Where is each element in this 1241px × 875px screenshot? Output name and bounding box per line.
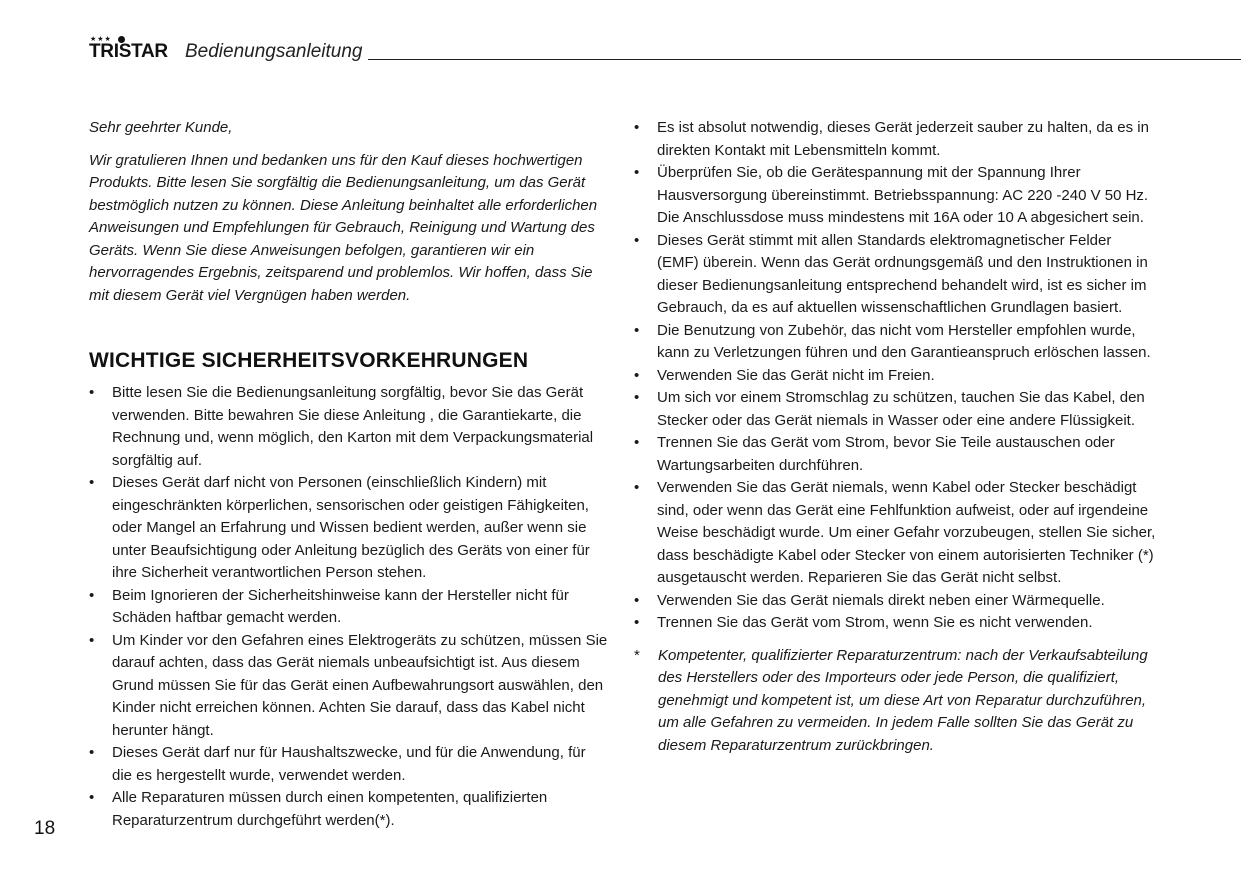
bullet-icon: • [89, 744, 95, 761]
page-number: 18 [34, 818, 56, 839]
footnote-asterisk: * [634, 646, 640, 664]
list-item-text: Dieses Gerät stimmt mit allen Standards elektromagnetischer Felder (EMF) überein. Wenn das Gerät ordnungsgemäß und den Instruktionen in dieser Bedienungsanleitung entsprechend behandelt wird, ist es sicher im Gebrauch, da es auf aktuellen wissenschaftlichen Grundlagen basiert. [657, 231, 1148, 316]
list-item [89, 630, 609, 743]
list-item-text: Die Benutzung von Zubehör, das nicht vom Hersteller empfohlen wurde, kann zu Verletzungen führen und den Garantieanspruch erlöschen lassen. [657, 321, 1151, 361]
salutation: Sehr geehrter Kunde, [89, 119, 233, 136]
bullet-icon: • [634, 231, 640, 249]
list-item [634, 387, 1156, 432]
list-item [634, 162, 1156, 230]
list-item-text: Bitte lesen Sie die Bedienungsanleitung sorgfältig, bevor Sie das Gerät verwenden. Bitte bewahren Sie diese Anleitung , die Garantiekarte, die Rechnung und, wenn möglich, den Karton mit dem Verpackungsmaterial sorgfältig auf. [112, 384, 594, 469]
footnote-text: Kompetenter, qualifizierter Reparaturzentrum: nach der Verkaufsabteilung des Herstellers oder des Importeurs oder jede Person, die qualifiziert, genehmigt und kompetent ist, um diese Art von Reparatur durchzuführen, um alle Gefahren zu vermeiden. In jedem Falle sollten Sie das Gerät zu diesem Reparaturzentrum zurückbringen. [658, 646, 1148, 754]
intro-paragraph: Wir gratulieren Ihnen und bedanken uns für den Kauf dieses hochwertigen Produkts. Bitte lesen Sie sorgfältig die Bedienungsanleitung, um das Gerät bestmöglich nutzen zu können. Diese Anleitung beinhaltet alle erforderlichen Anweisungen und Empfehlungen für Gebrauch, Reinigung und Wartung des Geräts. Wenn Sie diese Anweisungen befolgen, garantieren wir ein hervorragendes Ergebnis, zeitsparend und problemlos. Wir hoffen, dass Sie mit diesem Gerät viel Vergnügen haben werden. [89, 151, 598, 304]
bullet-icon: • [634, 366, 640, 384]
list-item [634, 590, 1156, 613]
bullet-icon: • [634, 389, 640, 406]
bullet-icon: • [89, 384, 95, 401]
list-item [634, 230, 1156, 320]
list-item [89, 472, 609, 585]
list-item-text: Es ist absolut notwendig, dieses Gerät jederzeit sauber zu halten, da es in direkten Kontakt mit Lebensmitteln kommt. [657, 119, 1149, 159]
list-item [634, 612, 1156, 635]
list-item [634, 320, 1156, 365]
list-item-text: Trennen Sie das Gerät vom Strom, bevor Sie Teile austauschen oder Wartungsarbeiten durchführen. [657, 434, 1115, 474]
list-item-text: Verwenden Sie das Gerät niemals direkt neben einer Wärmequelle. [657, 591, 1105, 609]
list-item-text: Dieses Gerät darf nicht von Personen (einschließlich Kindern) mit eingeschränkten körperlichen, sensorischen oder geistigen Fähigkeiten, oder Mangel an Erfahrung und Wissen bedient werden, außer wenn sie unter Beaufsichtigung oder Anleitung bezüglich des Geräts von einer für ihre Sicherheit verantwortlichen Person stehen. [112, 474, 590, 581]
list-item-text: Um sich vor einem Stromschlag zu schützen, tauchen Sie das Kabel, den Stecker oder das Gerät niemals in Wasser oder eine andere Flüssigkeit. [657, 389, 1145, 429]
list-item-text: Verwenden Sie das Gerät niemals, wenn Kabel oder Stecker beschädigt sind, oder wenn das Gerät eine Fehlfunktion aufweist, oder auf irgendeine Weise beschädigt wurde. Um einer Gefahr vorzubeugen, stellen Sie sicher, dass beschädigte Kabel oder Stecker von einem autorisierten Techniker (*) ausgetauscht werden. Reparieren Sie das Gerät nicht selbst. [657, 479, 1156, 586]
list-item [634, 117, 1156, 162]
list-item [634, 432, 1156, 477]
right-column [634, 117, 1156, 757]
bullet-icon: • [634, 164, 640, 181]
list-item-text: Verwenden Sie das Gerät nicht im Freien. [657, 366, 935, 384]
list-item-text: Alle Reparaturen müssen durch einen kompetenten, qualifizierten Reparaturzentrum durchgeführt werden(*). [112, 789, 548, 829]
list-item-text: Beim Ignorieren der Sicherheitshinweise kann der Hersteller nicht für Schäden haftbar gemacht werden. [112, 586, 569, 626]
left-column [89, 117, 609, 832]
list-item [89, 585, 609, 630]
list-item [634, 477, 1156, 590]
bullet-icon: • [634, 434, 640, 451]
list-item [89, 787, 609, 832]
header-rule [368, 59, 1241, 60]
logo-brand-text: TRISTAR [89, 41, 168, 62]
bullet-icon: • [634, 119, 640, 136]
bullet-icon: • [634, 614, 640, 631]
list-item [89, 742, 609, 787]
bullet-icon: • [89, 631, 95, 649]
bullet-icon: • [634, 591, 640, 609]
list-item-text: Dieses Gerät darf nur für Haushaltszwecke, und für die Anwendung, für die es hergestellt wurde, verwendet werden. [112, 744, 586, 784]
list-item [634, 365, 1156, 388]
list-item-text: Trennen Sie das Gerät vom Strom, wenn Sie es nicht verwenden. [657, 614, 1093, 631]
bullet-icon: • [89, 474, 95, 491]
document-title: Bedienungsanleitung [185, 41, 363, 62]
list-item [89, 382, 609, 472]
bullet-icon: • [634, 321, 640, 339]
section-heading: WICHTIGE SICHERHEITSVORKEHRUNGEN [89, 349, 529, 372]
left-bullet-list [89, 382, 609, 832]
list-item-text: Um Kinder vor den Gefahren eines Elektrogeräts zu schützen, müssen Sie darauf achten, dass das Gerät niemals unbeaufsichtigt ist. Aus diesem Grund müssen Sie für das Gerät einen Aufbewahrungsort auswählen, den Kinder nicht erreichen können. Achten Sie darauf, dass das Kabel nicht herunter hängt. [112, 631, 608, 739]
logo-stars-icon: ★★★ [90, 36, 112, 43]
footnote [634, 645, 1156, 758]
bullet-icon: • [89, 586, 95, 604]
right-bullet-list [634, 117, 1156, 635]
bullet-icon: • [89, 789, 95, 806]
list-item-text: Überprüfen Sie, ob die Gerätespannung mit der Spannung Ihrer Hausversorgung übereinstimmt. Betriebsspannung: AC 220 -240 V 50 Hz. Die Anschlussdose muss mindestens mit 16A oder 10 A abgesichert sein. [657, 164, 1149, 226]
page-header [89, 36, 1241, 66]
bullet-icon: • [634, 479, 640, 496]
